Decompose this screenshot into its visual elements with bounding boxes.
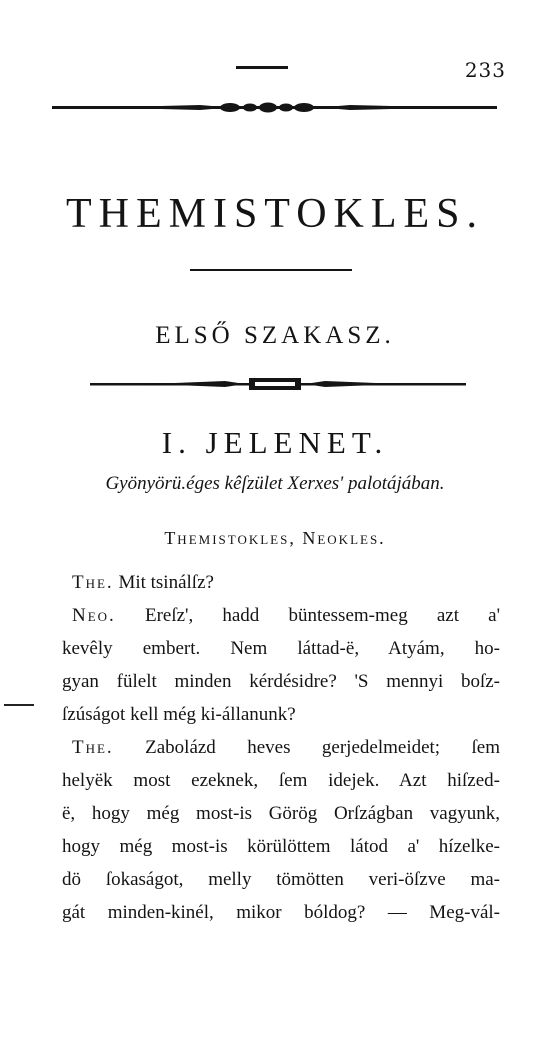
speech-text: Ereſz', hadd büntessem-meg azt a' <box>144 605 501 626</box>
dialogue-text <box>62 566 500 929</box>
dialogue-line: gát minden-kinél, mikor bóldog? — Meg-vál- <box>62 902 500 923</box>
dialogue-line <box>62 566 500 599</box>
dialogue-line <box>62 599 500 632</box>
dialogue-line: hogy még most-is körülöttem látod a' hízelke- <box>62 836 500 857</box>
header-ornament-rule <box>0 96 550 120</box>
character-list: Themistokles, Neokles. <box>164 528 386 548</box>
dialogue-line: kevêly embert. Nem láttad-ë, Atyám, ho- <box>62 638 500 659</box>
dialogue-line: ſzúságot kell még ki-állanunk? <box>62 704 296 725</box>
page-number: 233 <box>464 58 506 82</box>
speaker-name: The. <box>72 737 114 758</box>
dialogue-line: helyëk most ezeknek, ſem idejek. Azt hiſzed- <box>62 770 500 791</box>
dialogue-line: ë, hogy még most-is Görög Orſzágban vagyunk, <box>62 803 500 824</box>
dialogue-line <box>62 731 500 764</box>
margin-mark <box>4 704 34 706</box>
play-title: THEMISTOKLES. <box>65 191 485 237</box>
speech-text: Mit tsinálſz? <box>118 572 214 593</box>
speech-text: Zabolázd heves gerjedelmeidet; ſem <box>145 737 501 758</box>
act-ornament-rule <box>0 372 550 396</box>
header-short-rule <box>236 66 288 69</box>
dialogue-line: dö ſokaságot, melly tömötten veri-öſzve ma- <box>62 869 500 890</box>
act-heading: ELSŐ SZAKASZ. <box>155 322 395 349</box>
scene-setting: Gyönyörü.éges kêſzület Xerxes' palotájában. <box>105 473 445 494</box>
speaker-name: Neo. <box>72 605 116 626</box>
dialogue-line: gyan fülelt minden kérdésidre? 'S mennyi boſz- <box>62 671 500 692</box>
speaker-name: The. <box>72 572 114 593</box>
title-rule <box>190 269 352 271</box>
scene-heading: I. JELENET. <box>161 425 389 460</box>
